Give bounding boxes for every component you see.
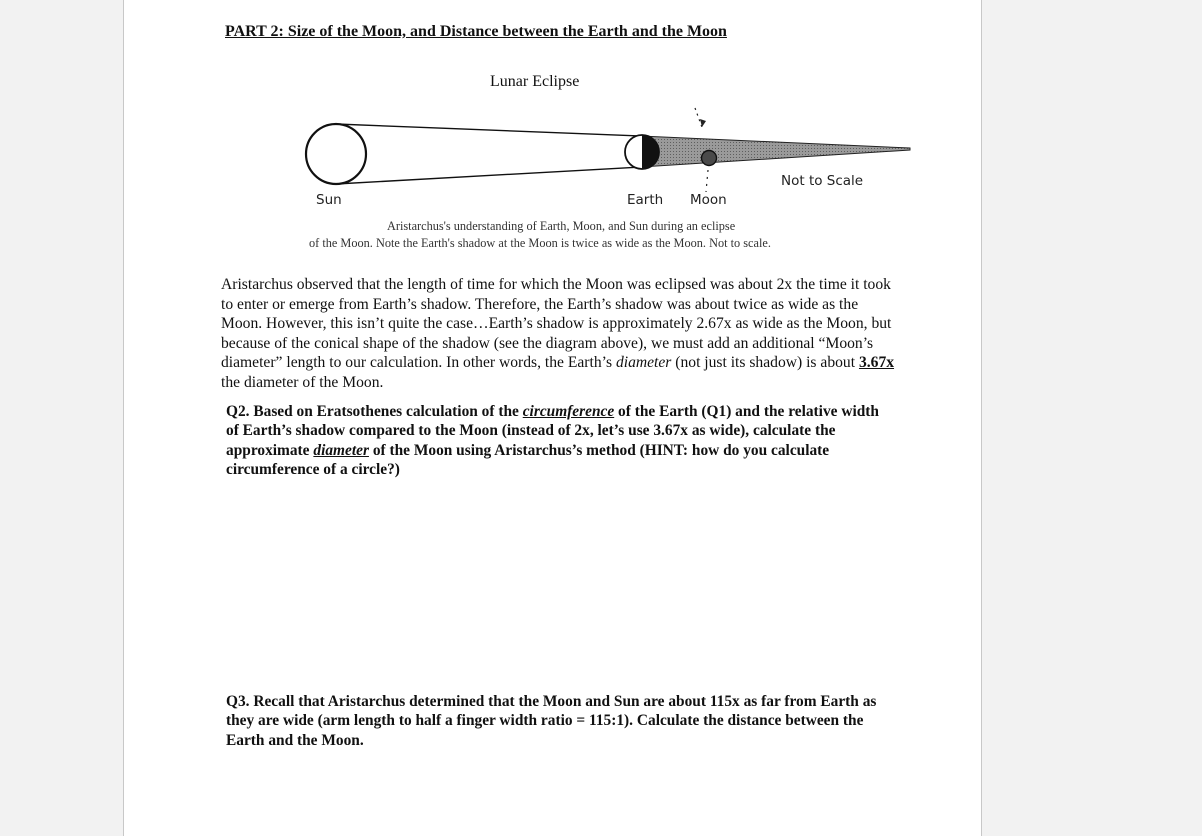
caption-line-rest: of the Moon. Note the Earth's shadow at the Moon is twice as wide as the Moon. Not to scale. [309, 236, 771, 250]
q2-emphasis-diameter: diameter [313, 441, 369, 459]
moon-shape [702, 151, 717, 166]
paragraph-emphasis: diameter [615, 354, 672, 371]
moon-path-upper [695, 108, 703, 130]
sun-earth-upper-line [336, 124, 641, 136]
figure-title: Lunar Eclipse [490, 73, 580, 90]
sun-shape [306, 124, 366, 184]
paragraph-text-1: Aristarchus observed that the length of time for which the Moon was eclipsed was about 2x the time it took to enter or emerge from Earth’s shadow. Therefore, the Earth’s shadow was about twice as wide as the Moon. However, this isn’t quite the case…Earth’s shadow is approximately 2.67x as wide as the Moon, but because of the conical shape of the shadow (see the diagram above), we must add an additional “Moon’s diameter” length to our calculation. In other words, the Earth’s [221, 276, 892, 371]
moon-label: Moon [690, 192, 727, 208]
caption-line-1: Aristarchus's understanding of Earth, Moon, and Sun during an eclipse [387, 219, 736, 233]
scale-note-label: Not to Scale [781, 173, 864, 189]
explanation-paragraph [221, 275, 903, 392]
figure-caption [309, 218, 799, 252]
earth-label: Earth [627, 192, 664, 208]
part-heading: PART 2: Size of the Moon, and Distance between the Earth and the Moon [225, 23, 727, 40]
document-page [123, 0, 982, 836]
earth-shadow-cone [641, 136, 910, 167]
sun-label: Sun [316, 192, 342, 208]
lunar-eclipse-diagram [304, 100, 864, 212]
paragraph-text-2: (not just its shadow) is about [675, 354, 856, 371]
moon-path-lower [706, 170, 708, 192]
q2-text-a: Q2. Based on Eratsothenes calculation of the [226, 403, 519, 420]
q2-text-b: of the Earth (Q1) and the relative width of Earth’s shadow compared to the Moon (instead of 2x, let’s use 3.67x as wide), calculate the approximate [226, 403, 879, 459]
question-3: Q3. Recall that Aristarchus determined that the Moon and Sun are about 115x as far from Earth as they are wide (arm length to half a finger width ratio = 115:1). Calculate the distance between the Earth and the Moon. [226, 693, 877, 749]
q2-text-c: of the Moon using Aristarchus’s method (HINT: how do you calculate circumference of a circle?) [226, 441, 830, 479]
q2-emphasis-circumference: circumference [522, 403, 615, 420]
question-2 [226, 402, 886, 480]
paragraph-text-3: the diameter of the Moon. [221, 373, 384, 391]
sun-earth-lower-line [336, 167, 641, 184]
paragraph-value: 3.67x [858, 354, 895, 371]
